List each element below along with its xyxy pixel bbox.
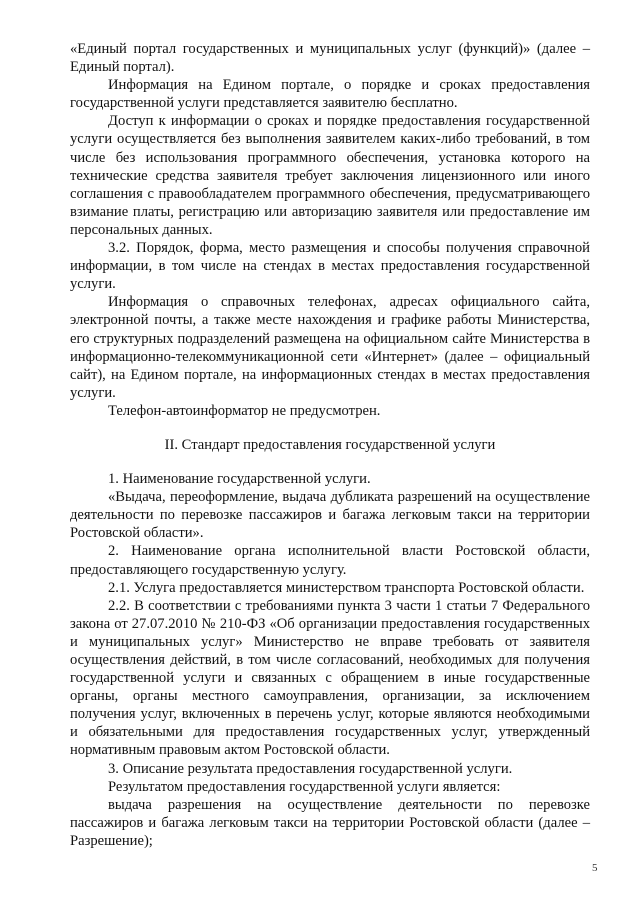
paragraph: выдача разрешения на осуществление деятельности по перевозке пассажиров и багажа легковым такси на территории Ростовской области (далее – Разрешение); bbox=[70, 796, 590, 849]
document-page bbox=[70, 40, 590, 850]
paragraph: Доступ к информации о сроках и порядке предоставления государственной услуги осуществляется без выполнения заявителем каких-либо требований, в том числе без использования программного обеспечения, установка которого на технические средства заявителя требует заключения лицензионного или иного соглашения с правообладателем программного обеспечения, предусматривающего взимание платы, регистрацию или авторизацию заявителя или предоставление им персональных данных. bbox=[70, 113, 590, 238]
paragraph: Телефон-автоинформатор не предусмотрен. bbox=[108, 402, 381, 419]
paragraph: 2. Наименование органа исполнительной власти Ростовской области, предоставляющего государственную услугу. bbox=[70, 543, 590, 578]
paragraph: Информация о справочных телефонах, адресах официального сайта, электронной почты, а также месте нахождения и графике работы Министерства, его структурных подразделений размещена на официальном сайте Министерства в информационно-телекоммуникационной сети «Интернет» (далее – официальный сайт), на Едином портале, на информационных стендах в местах предоставления услуги. bbox=[70, 294, 590, 401]
page-number: 5 bbox=[592, 862, 598, 874]
paragraph: 3. Описание результата предоставления государственной услуги. bbox=[108, 760, 513, 777]
paragraph: Информация на Едином портале, о порядке и сроках предоставления государственной услуги представляется заявителю бесплатно. bbox=[70, 77, 590, 112]
paragraph: «Единый портал государственных и муниципальных услуг (функций)» (далее – Единый портал). bbox=[70, 41, 590, 76]
section-heading: II. Стандарт предоставления государственной услуги bbox=[164, 436, 496, 453]
paragraph: «Выдача, переоформление, выдача дубликата разрешений на осуществление деятельности по перевозке пассажиров и багажа легковым такси на территории Ростовской области». bbox=[70, 489, 590, 542]
paragraph: Результатом предоставления государственной услуги является: bbox=[108, 778, 501, 795]
paragraph: 1. Наименование государственной услуги. bbox=[108, 471, 371, 488]
paragraph: 3.2. Порядок, форма, место размещения и способы получения справочной информации, в том числе на стендах в местах предоставления государственной услуги. bbox=[70, 240, 590, 293]
paragraph: 2.2. В соответствии с требованиями пункта 3 части 1 статьи 7 Федерального закона от 27.07.2010 № 210-ФЗ «Об организации предоставления государственных и муниципальных услуг» Министерство не вправе требовать от заявителя осуществления действий, в том числе согласований, необходимых для получения государственной услуги и связанных с обращением в иные государственные органы, органы местного самоуправления, организации, за исключением получения услуг, включенных в перечень услуг, которые являются необходимыми и обязательными для предоставления государственных услуг, утвержденный нормативным правовым актом Ростовской области. bbox=[70, 597, 590, 759]
paragraph: 2.1. Услуга предоставляется министерством транспорта Ростовской области. bbox=[108, 579, 585, 596]
